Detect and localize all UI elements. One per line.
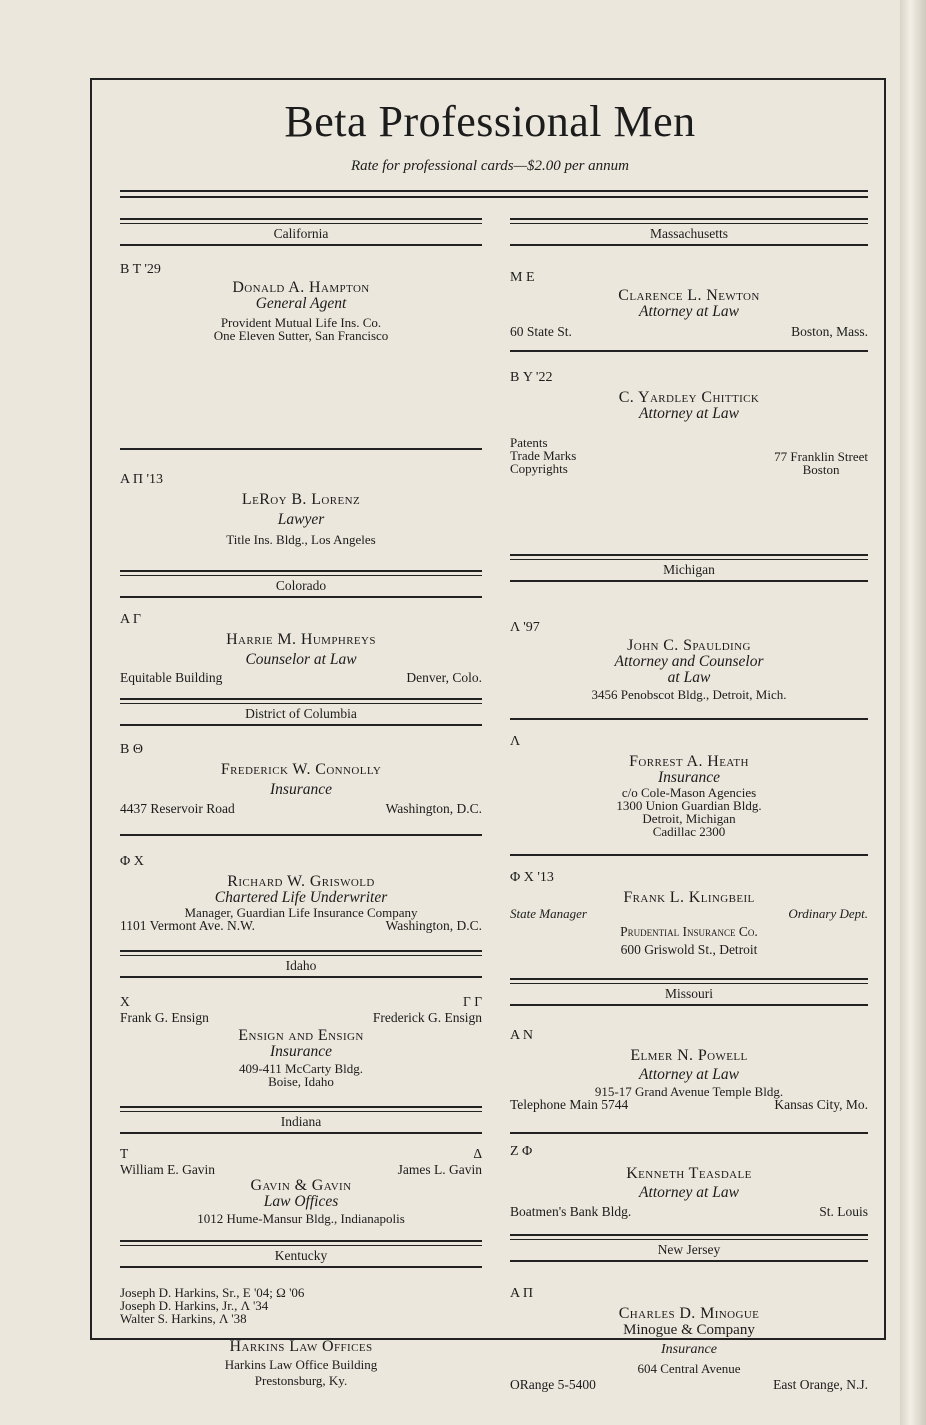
section-california: California bbox=[120, 218, 482, 246]
section-kentucky: Kentucky bbox=[120, 1240, 482, 1268]
chapter-label: B T '29 bbox=[120, 262, 161, 277]
card-title: Counselor at Law bbox=[245, 651, 357, 668]
card-name: Harkins Law Offices bbox=[229, 1338, 373, 1355]
section-missouri: Missouri bbox=[510, 978, 868, 1006]
card-name: Ensign and Ensign bbox=[238, 1027, 364, 1044]
card-humphreys: A Γ Harrie M. Humphreys Counselor at Law Equitable Building Denver, Colo. bbox=[120, 612, 482, 685]
card-lorenz: A Π '13 LeRoy B. Lorenz Lawyer Title Ins. Bldg., Los Angeles bbox=[120, 472, 482, 546]
chapter-label: B Θ bbox=[120, 742, 143, 757]
card-connolly: B Θ Frederick W. Connolly Insurance 4437 Reservoir Road Washington, D.C. bbox=[120, 742, 482, 816]
card-heath: Λ Forrest A. Heath Insurance c/o Cole-Mason Agencies 1300 Union Guardian Bldg. Detroit, Michigan Cadillac 2300 bbox=[510, 734, 868, 838]
card-name: Charles D. Minogue bbox=[618, 1305, 760, 1322]
chapter-label: T bbox=[120, 1146, 129, 1161]
card-name: Frank L. Klingbeil bbox=[623, 889, 755, 906]
separator bbox=[510, 854, 868, 856]
card-name: Elmer N. Powell bbox=[630, 1047, 748, 1064]
header-rule bbox=[120, 190, 868, 198]
chapter-label: Φ X '13 bbox=[510, 870, 554, 885]
separator bbox=[510, 718, 868, 720]
section-idaho: Idaho bbox=[120, 950, 482, 978]
card-gavin: T Δ William E. Gavin James L. Gavin Gavin & Gavin Law Offices 1012 Hume-Mansur Bldg., Indianapolis bbox=[120, 1146, 482, 1226]
card-title: Attorney at Law bbox=[639, 405, 739, 422]
card-title: Attorney at Law bbox=[639, 1066, 739, 1083]
chapter-label: Λ bbox=[510, 734, 521, 749]
card-title: Attorney at Law bbox=[639, 303, 739, 320]
chapter-label: A Π '13 bbox=[120, 472, 163, 487]
card-title: Lawyer bbox=[277, 511, 325, 528]
card-title: Insurance bbox=[658, 769, 720, 786]
separator bbox=[510, 1132, 868, 1134]
section-michigan: Michigan bbox=[510, 554, 868, 582]
card-title: Law Offices bbox=[263, 1193, 339, 1210]
card-spaulding: Λ '97 John C. Spaulding Attorney and Counselor at Law 3456 Penobscot Bldg., Detroit, Mich. bbox=[510, 620, 868, 701]
card-powell: A N Elmer N. Powell Attorney at Law 915-17 Grand Avenue Temple Bldg. Telephone Main 5744 Kansas City, Mo. bbox=[510, 1028, 868, 1112]
card-ensign: X Γ Γ Frank G. Ensign Frederick G. Ensign Ensign and Ensign Insurance 409-411 McCarty Bldg. Boise, Idaho bbox=[120, 994, 482, 1089]
card-name: Harrie M. Humphreys bbox=[226, 631, 376, 648]
card-name: John C. Spaulding bbox=[627, 637, 751, 654]
card-hampton: B T '29 Donald A. Hampton General Agent Provident Mutual Life Ins. Co. One Eleven Sutter, San Francisco bbox=[120, 262, 482, 342]
page-edge bbox=[900, 0, 926, 1425]
chapter-label: A Γ bbox=[120, 612, 141, 627]
chapter-label: Z Φ bbox=[510, 1144, 533, 1159]
card-title: Insurance bbox=[270, 1043, 332, 1060]
card-title: Insurance bbox=[270, 781, 332, 798]
card-name: Gavin & Gavin bbox=[250, 1177, 352, 1194]
card-title: General Agent bbox=[255, 295, 347, 312]
card-title: Chartered Life Underwriter bbox=[214, 889, 388, 906]
card-griswold: Φ X Richard W. Griswold Chartered Life Underwriter Manager, Guardian Life Insurance Company 1101 Vermont Ave. N.W. Washington, D.C. bbox=[120, 854, 482, 933]
chapter-label: Δ bbox=[473, 1146, 482, 1161]
section-indiana: Indiana bbox=[120, 1106, 482, 1134]
page-subtitle: Rate for professional cards—$2.00 per annum bbox=[350, 158, 630, 174]
chapter-label: A Π bbox=[510, 1286, 533, 1301]
chapter-label: Λ '97 bbox=[510, 620, 540, 635]
page-frame bbox=[90, 78, 886, 1392]
card-name: C. Yardley Chittick bbox=[618, 389, 760, 406]
card-newton: M E Clarence L. Newton Attorney at Law 60 State St. Boston, Mass. bbox=[510, 270, 868, 339]
card-name: Kenneth Teasdale bbox=[626, 1165, 752, 1182]
card-name: Clarence L. Newton bbox=[618, 287, 760, 304]
card-title: Attorney and Counselor bbox=[614, 653, 764, 670]
card-chittick: B Υ '22 C. Yardley Chittick Attorney at Law Patents Trade Marks Copyrights 77 Franklin Street Boston bbox=[510, 370, 868, 477]
card-name: Frederick W. Connolly bbox=[220, 761, 382, 778]
separator bbox=[120, 834, 482, 836]
card-name: Forrest A. Heath bbox=[629, 753, 749, 770]
chapter-label: X bbox=[120, 994, 130, 1009]
chapter-label: A N bbox=[510, 1028, 533, 1043]
card-minogue: A Π Charles D. Minogue Minogue & Company Insurance 604 Central Avenue ORange 5-5400 East Orange, N.J. bbox=[510, 1286, 868, 1392]
card-name: LeRoy B. Lorenz bbox=[241, 491, 361, 508]
section-massachusetts: Massachusetts bbox=[510, 218, 868, 246]
separator bbox=[120, 448, 482, 450]
chapter-label: Γ Γ bbox=[463, 994, 482, 1009]
card-teasdale: Z Φ Kenneth Teasdale Attorney at Law Boatmen's Bank Bldg. St. Louis bbox=[510, 1144, 868, 1219]
page-title: Beta Professional Men bbox=[284, 97, 696, 146]
chapter-label: M E bbox=[510, 270, 535, 285]
card-name: Richard W. Griswold bbox=[227, 873, 375, 890]
section-new-jersey: New Jersey bbox=[510, 1234, 868, 1262]
section-dc: District of Columbia bbox=[120, 698, 482, 726]
card-klingbeil: Φ X '13 Frank L. Klingbeil State Manager Ordinary Dept. Prudential Insurance Co. 600 Griswold St., Detroit bbox=[510, 870, 868, 957]
section-colorado: Colorado bbox=[120, 570, 482, 598]
chapter-label: Φ X bbox=[120, 854, 144, 869]
card-harkins: Joseph D. Harkins, Sr., E '04; Ω '06 Joseph D. Harkins, Jr., Λ '34 Walter S. Harkins, Λ '38 Harkins Law Offices Harkins Law Office Building Prestonsburg, Ky. bbox=[120, 1286, 482, 1387]
card-title: Insurance bbox=[661, 1342, 717, 1357]
card-title: Attorney at Law bbox=[639, 1184, 739, 1201]
separator bbox=[510, 350, 868, 352]
chapter-label: B Υ '22 bbox=[510, 370, 553, 385]
card-name: Donald A. Hampton bbox=[232, 279, 370, 296]
